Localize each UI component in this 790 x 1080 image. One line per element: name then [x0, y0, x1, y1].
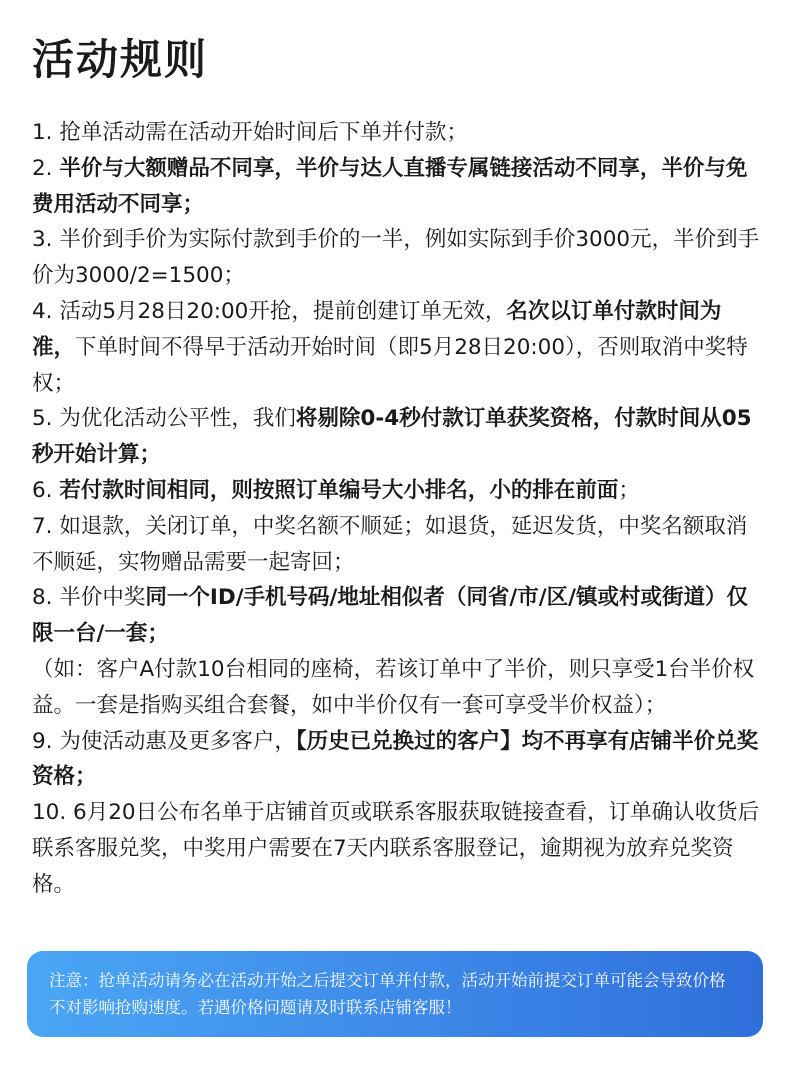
- rule-item: [32, 724, 762, 796]
- rule-text: 6.: [32, 477, 60, 503]
- rule-text: 5. 为优化活动公平性，我们: [32, 406, 296, 432]
- rule-item: [32, 151, 762, 223]
- rule-text: 下单时间不得早于活动开始时间（即5月28日20:00），否则取消中奖特权；: [32, 334, 748, 396]
- rule-text: 3. 半价到手价为实际付款到手价的一半，例如实际到手价3000元，半价到手价为3000/2=1500；: [32, 227, 760, 289]
- rule-bold-text: 将剔除0-4秒付款订单获奖资格，付款时间从05秒开始计算；: [32, 406, 752, 468]
- rule-text: 10. 6月20日公布名单于店铺首页或联系客服获取链接查看，订单确认收货后联系客服兑奖，中奖用户需要在7天内联系客服登记，逾期视为放弃兑奖资格。: [32, 800, 760, 897]
- rule-item: [32, 115, 762, 151]
- rules-list: [32, 115, 762, 903]
- rule-text: 4. 活动5月28日20:00开抢，提前创建订单无效，: [32, 298, 507, 324]
- rule-text: ；: [618, 477, 640, 503]
- rule-text: 1. 抢单活动需在活动开始时间后下单并付款；: [32, 120, 468, 145]
- rule-item: [32, 294, 762, 401]
- rule-item: [32, 222, 762, 294]
- page-title: 活动规则: [32, 35, 209, 84]
- notice-text: 注意：抢单活动请务必在活动开始之后提交订单并付款，活动开始前提交订单可能会导致价格不对影响抢购速度。若遇价格问题请及时联系店铺客服！: [49, 971, 726, 1017]
- rule-bold-text: 若付款时间相同，则按照订单编号大小排名，小的排在前面: [59, 477, 619, 503]
- rule-bold-text: 同一个ID/手机号码/地址相似者（同省/市/区/镇或村或街道）仅限一台/一套；: [32, 585, 748, 647]
- rule-item: [32, 795, 762, 902]
- rule-text: 8. 半价中奖: [32, 585, 146, 611]
- rule-text: （如：客户A付款10台相同的座椅，若该订单中了半价，则只享受1台半价权益。一套是指购买组合套餐，如中半价仅有一套可享受半价权益）；: [32, 656, 755, 718]
- rule-bold-text: 半价与大额赠品不同享，半价与达人直播专属链接活动不同享，半价与免费用活动不同享；: [32, 155, 748, 217]
- rule-item: [32, 473, 762, 509]
- rule-text: 7. 如退款，关闭订单，中奖名额不顺延；如退货，延迟发货，中奖名额取消不顺延，实物赠品需要一起寄回；: [32, 513, 748, 575]
- rule-text: 2.: [32, 155, 60, 181]
- rule-item: [32, 509, 762, 581]
- rule-text: 9. 为使活动惠及更多客户，: [32, 728, 296, 754]
- rule-item: [32, 652, 762, 724]
- rule-item: [32, 580, 762, 652]
- rule-item: [32, 401, 762, 473]
- rule-bold-text: 【历史已兑换过的客户】均不再享有店铺半价兑奖资格；: [32, 728, 759, 790]
- notice-banner: [27, 951, 763, 1037]
- rule-bold-text: 名次以订单付款时间为准，: [32, 298, 722, 360]
